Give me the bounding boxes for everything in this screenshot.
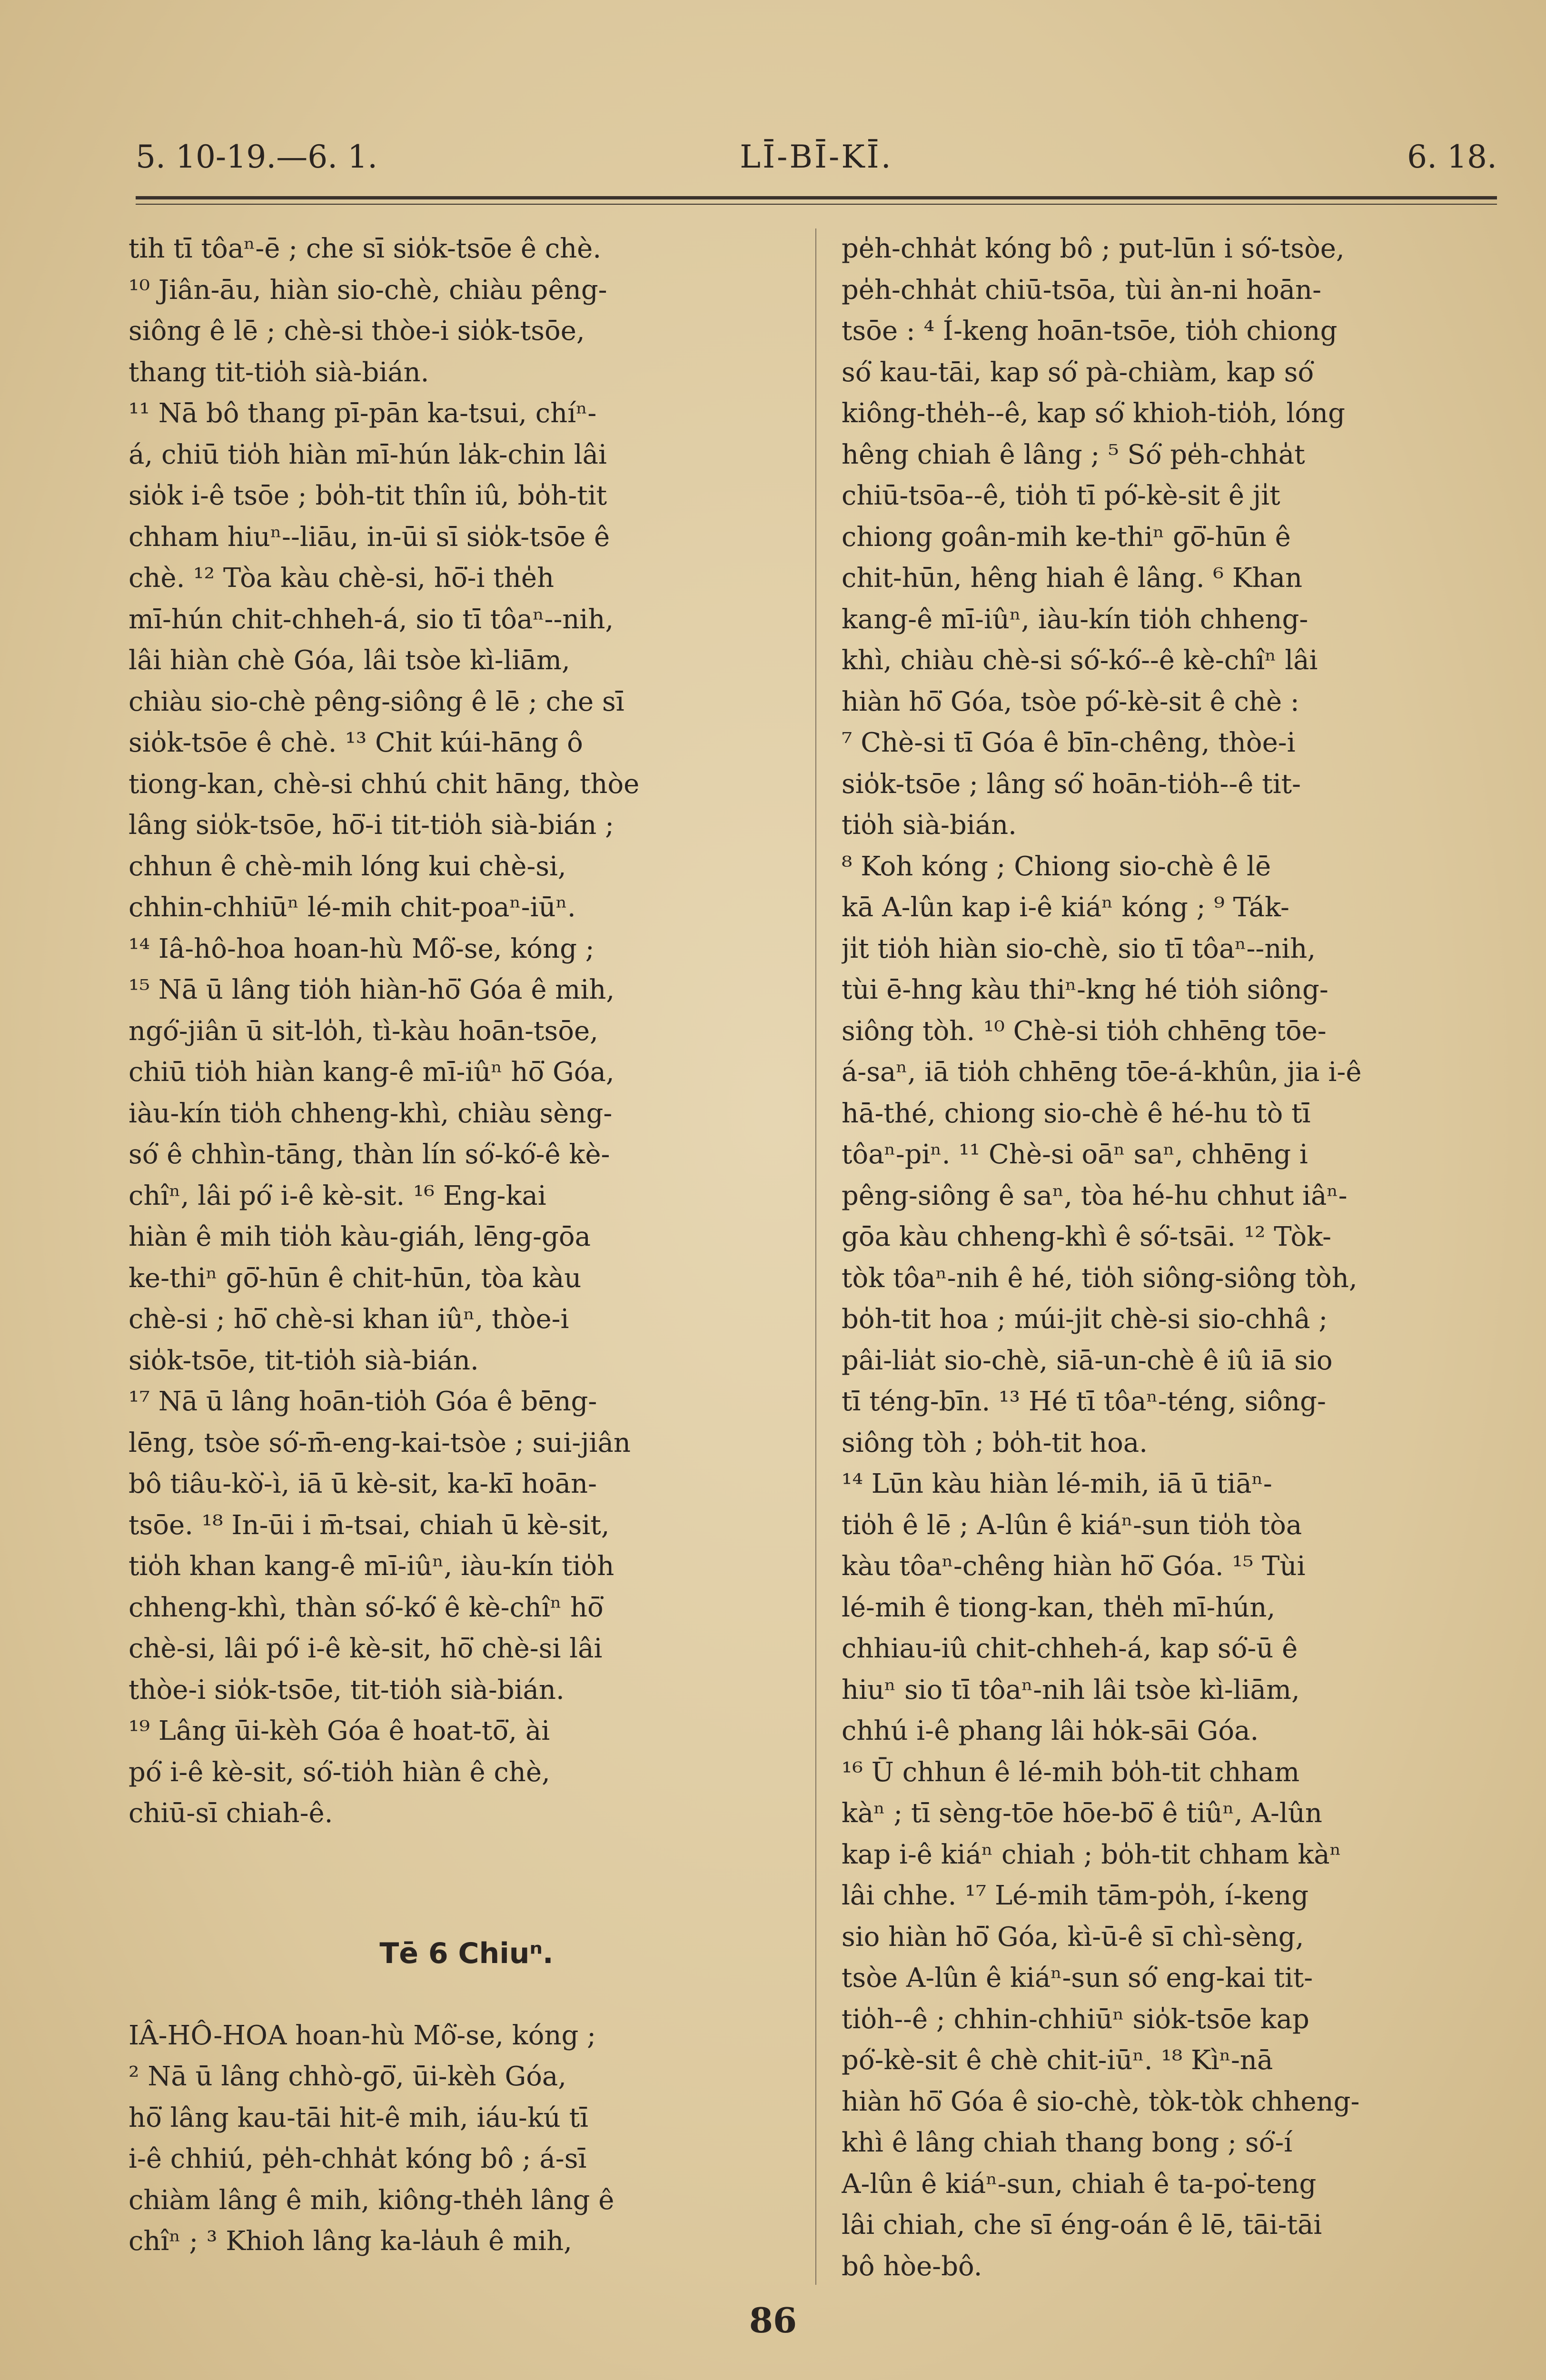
- running-head: [136, 136, 1497, 178]
- left-column: [129, 228, 804, 2285]
- text-line: hiàn ê mih tio̍h kàu-giáh, lēng-gōa: [129, 1221, 591, 1252]
- text-line: kā A-lûn kap i-ê kiáⁿ kóng ; ⁹ Ták-: [842, 892, 1289, 923]
- text-line: kap i-ê kiáⁿ chiah ; bo̍h-tit chham kàⁿ: [842, 1839, 1341, 1870]
- text-line: ngó͘-jiân ū sit-lo̍h, tì-kàu hoān-tsōe,: [129, 1015, 598, 1047]
- text-line: só͘ kau-tāi, kap só͘ pà-chiàm, kap só͘: [842, 357, 1314, 388]
- text-line: gōa kàu chheng-khì ê só͘-tsāi. ¹² Tòk-: [842, 1221, 1332, 1252]
- text-line: só͘ ê chhìn-tāng, thàn lín só͘-kó͘-ê kè-: [129, 1139, 610, 1170]
- text-line: sio hiàn hō͘ Góa, kì-ū-ê sī chì-sèng,: [842, 1921, 1304, 1953]
- text-line: mī-hún chit-chheh-á, sio tī tôaⁿ--nih,: [129, 604, 614, 635]
- text-line: pó͘ i-ê kè-sit, só͘-tio̍h hiàn ê chè,: [129, 1756, 550, 1788]
- text-line: ² Nā ū lâng chhò-gō͘, ūi-kèh Góa,: [129, 2061, 567, 2092]
- text-line: bô hòe-bô.: [842, 2251, 982, 2282]
- text-line: chiàu sio-chè pêng-siông ê lē ; che sī: [129, 686, 624, 717]
- text-line: á-saⁿ, iā tio̍h chhēng tōe-á-khûn, jia i-ê: [842, 1057, 1362, 1088]
- text-line: chiū-sī chiah-ê.: [129, 1798, 333, 1829]
- text-line: bô tiâu-kò͘-ì, iā ū kè-sit, ka-kī hoān-: [129, 1468, 597, 1499]
- text-line: hō͘ lâng kau-tāi hit-ê mih, iáu-kú tī: [129, 2102, 589, 2133]
- text-line: chhun ê chè-mih lóng kui chè-si,: [129, 851, 566, 882]
- text-line: sio̍k i-ê tsōe ; bo̍h-tit thîn iû, bo̍h-tit: [129, 480, 607, 511]
- text-line: siông tòh. ¹⁰ Chè-si tio̍h chhēng tōe-: [842, 1015, 1327, 1047]
- text-line: pâi-lia̍t sio-chè, siā-un-chè ê iû iā sio: [842, 1345, 1333, 1376]
- header-verse-range-right: 6. 18.: [1407, 139, 1497, 175]
- page-number: 86: [749, 2300, 797, 2340]
- text-line: ke-thiⁿ gō͘-hūn ê chit-hūn, tòa kàu: [129, 1262, 582, 1294]
- text-line: iàu-kín tio̍h chheng-khì, chiàu sèng-: [129, 1098, 613, 1129]
- text-line: pe̍h-chha̍t chiū-tsōa, tùi àn-ni hoān-: [842, 274, 1322, 306]
- text-line: tio̍h ê lē ; A-lûn ê kiáⁿ-sun tio̍h tòa: [842, 1509, 1302, 1541]
- text-line: chè-si, lâi pó͘ i-ê kè-sit, hō͘ chè-si lâi: [129, 1633, 603, 1664]
- text-line: khì, chiàu chè-si só͘-kó͘--ê kè-chîⁿ lâi: [842, 645, 1318, 676]
- text-line: chîⁿ ; ³ Khioh lâng ka-la̍uh ê mih,: [129, 2226, 572, 2257]
- text-line: chhiau-iû chit-chheh-á, kap só͘-ū ê: [842, 1633, 1298, 1664]
- text-line: hiàn hō͘ Góa, tsòe pó͘-kè-sit ê chè :: [842, 686, 1299, 717]
- right-column: [842, 228, 1517, 2285]
- text-line: chiū tio̍h hiàn kang-ê mī-iûⁿ hō͘ Góa,: [129, 1057, 614, 1088]
- text-line: tio̍h khan kang-ê mī-iûⁿ, iàu-kín tio̍h: [129, 1551, 614, 1582]
- text-line: hiuⁿ sio tī tôaⁿ-nih lâi tsòe kì-liām,: [842, 1674, 1300, 1706]
- text-line: tiong-kan, chè-si chhú chit hāng, thòe: [129, 768, 640, 800]
- text-line: chîⁿ, lâi pó͘ i-ê kè-sit. ¹⁶ Eng-kai: [129, 1180, 546, 1211]
- text-line: chhú i-ê phang lâi ho̍k-sāi Góa.: [842, 1716, 1259, 1746]
- text-line: lé-mih ê tiong-kan, the̍h mī-hún,: [842, 1592, 1276, 1623]
- text-line: sio̍k-tsōe ; lâng só͘ hoān-tio̍h--ê tit-: [842, 768, 1301, 800]
- text-line: IÂ-HÔ-HOA hoan-hù Mô͘-se, kóng ;: [129, 2020, 596, 2051]
- text-line: ⁸ Koh kóng ; Chiong sio-chè ê lē: [842, 851, 1271, 882]
- text-line: lâng sio̍k-tsōe, hō͘-i tit-tio̍h sià-bián ;: [129, 810, 614, 841]
- text-line: chiong goân-mih ke-thiⁿ gō͘-hūn ê: [842, 521, 1291, 553]
- text-line: tsòe A-lûn ê kiáⁿ-sun só͘ eng-kai tit-: [842, 1963, 1313, 1993]
- text-line: lâi chhe. ¹⁷ Lé-mih tām-po̍h, í-keng: [842, 1880, 1309, 1911]
- left-column-text: [129, 228, 804, 1835]
- text-line: chit-hūn, hêng hiah ê lâng. ⁶ Khan: [842, 563, 1303, 594]
- text-line: hiàn hō͘ Góa ê sio-chè, tòk-tòk chheng-: [842, 2086, 1360, 2117]
- text-line: ¹¹ Nā bô thang pī-pān ka-tsui, chíⁿ-: [129, 398, 597, 429]
- header-rule-thin: [136, 204, 1497, 205]
- text-line: tī téng-bīn. ¹³ Hé tī tôaⁿ-téng, siông-: [842, 1386, 1326, 1417]
- text-line: ¹⁰ Jiân-āu, hiàn sio-chè, chiàu pêng-: [129, 274, 607, 306]
- text-line: ¹⁴ Lūn kàu hiàn lé-mih, iā ū tiāⁿ-: [842, 1468, 1272, 1499]
- text-line: khì ê lâng chiah thang bong ; só͘-í: [842, 2127, 1293, 2158]
- text-line: tùi ē-hng kàu thiⁿ-kng hé tio̍h siông-: [842, 974, 1328, 1005]
- text-line: lēng, tsòe só͘-m̄-eng-kai-tsòe ; sui-jiân: [129, 1427, 631, 1458]
- text-line: thòe-i sio̍k-tsōe, tit-tio̍h sià-bián.: [129, 1674, 565, 1706]
- text-line: ji̍t tio̍h hiàn sio-chè, sio tī tôaⁿ--nih,: [842, 933, 1316, 964]
- text-line: ⁷ Chè-si tī Góa ê bīn-chêng, thòe-i: [842, 727, 1296, 758]
- text-line: A-lûn ê kiáⁿ-sun, chiah ê ta-po͘-teng: [842, 2168, 1317, 2200]
- text-line: chè-si ; hō͘ chè-si khan iûⁿ, thòe-i: [129, 1304, 569, 1335]
- text-line: ¹⁷ Nā ū lâng hoān-tio̍h Góa ê bēng-: [129, 1386, 597, 1417]
- text-line: chham hiuⁿ--liāu, in-ūi sī sio̍k-tsōe ê: [129, 521, 610, 553]
- text-line: kàⁿ ; tī sèng-tōe hōe-bō͘ ê tiûⁿ, A-lûn: [842, 1798, 1322, 1829]
- text-line: chheng-khì, thàn só͘-kó͘ ê kè-chîⁿ hō͘: [129, 1592, 604, 1623]
- left-column-chapter-text: [129, 2015, 804, 2262]
- text-line: pe̍h-chha̍t kóng bô ; put-lūn i só͘-tsòe,: [842, 233, 1345, 264]
- text-line: tio̍h sià-bián.: [842, 810, 1017, 841]
- text-line: pó͘-kè-sit ê chè chit-iūⁿ. ¹⁸ Kìⁿ-nā: [842, 2045, 1273, 2076]
- text-line: siông tòh ; bo̍h-tit hoa.: [842, 1427, 1148, 1458]
- text-line: sio̍k-tsōe, tit-tio̍h sià-bián.: [129, 1345, 479, 1376]
- text-line: kiông-the̍h--ê, kap só͘ khioh-tio̍h, lóng: [842, 398, 1345, 429]
- text-line: kàu tôaⁿ-chêng hiàn hō͘ Góa. ¹⁵ Tùi: [842, 1551, 1306, 1582]
- text-line: lâi chiah, che sī éng-oán ê lē, tāi-tāi: [842, 2210, 1322, 2241]
- text-line: thang tit-tio̍h sià-bián.: [129, 357, 429, 388]
- header-book-title: LĪ-BĪ-KĪ.: [740, 139, 893, 175]
- text-line: ¹⁵ Nā ū lâng tio̍h hiàn-hō͘ Góa ê mih,: [129, 974, 615, 1005]
- text-line: chè. ¹² Tòa kàu chè-si, hō͘-i the̍h: [129, 563, 555, 594]
- text-line: sio̍k-tsōe ê chè. ¹³ Chit kúi-hāng ô: [129, 727, 583, 758]
- text-line: tsōe. ¹⁸ In-ūi i m̄-tsai, chiah ū kè-sit,: [129, 1509, 610, 1541]
- text-line: tôaⁿ-piⁿ. ¹¹ Chè-si oāⁿ saⁿ, chhēng i: [842, 1139, 1308, 1170]
- chapter-heading: Tē 6 Chiuⁿ.: [379, 1936, 554, 1970]
- text-line: tio̍h--ê ; chhin-chhiūⁿ sio̍k-tsōe kap: [842, 2003, 1309, 2035]
- text-line: kang-ê mī-iûⁿ, iàu-kín tio̍h chheng-: [842, 604, 1308, 635]
- text-line: pêng-siông ê saⁿ, tòa hé-hu chhut iâⁿ-: [842, 1180, 1348, 1211]
- text-line: siông ê lē ; chè-si thòe-i sio̍k-tsōe,: [129, 316, 585, 347]
- text-line: chiàm lâng ê mih, kiông-the̍h lâng ê: [129, 2184, 614, 2216]
- text-line: á, chiū tio̍h hiàn mī-hún la̍k-chin lâi: [129, 439, 607, 470]
- text-line: tsōe : ⁴ Í-keng hoān-tsōe, tio̍h chiong: [842, 316, 1338, 347]
- text-line: ¹⁴ Iâ-hô-hoa hoan-hù Mô͘-se, kóng ;: [129, 933, 595, 964]
- text-line: i-ê chhiú, pe̍h-chha̍t kóng bô ; á-sī: [129, 2143, 587, 2174]
- header-verse-range-left: 5. 10-19.—6. 1.: [136, 139, 378, 175]
- text-line: tih tī tôaⁿ-ē ; che sī sio̍k-tsōe ê chè.: [129, 233, 602, 264]
- text-line: hêng chiah ê lâng ; ⁵ Só͘ pe̍h-chha̍t: [842, 439, 1305, 470]
- text-line: ¹⁹ Lâng ūi-kèh Góa ê hoat-tō͘, ài: [129, 1716, 550, 1746]
- header-rule-thick: [136, 196, 1497, 199]
- text-line: chiū-tsōa--ê, tio̍h tī pó͘-kè-sit ê ji̍t: [842, 480, 1280, 511]
- text-line: tòk tôaⁿ-nih ê hé, tio̍h siông-siông tòh,: [842, 1262, 1358, 1294]
- column-divider: [815, 228, 816, 2285]
- text-line: lâi hiàn chè Góa, lâi tsòe kì-liām,: [129, 645, 570, 676]
- text-line: chhin-chhiūⁿ lé-mih chit-poaⁿ-iūⁿ.: [129, 892, 576, 923]
- text-line: hā-thé, chiong sio-chè ê hé-hu tò tī: [842, 1098, 1311, 1129]
- text-line: ¹⁶ Ū chhun ê lé-mih bo̍h-tit chham: [842, 1756, 1300, 1788]
- text-line: bo̍h-tit hoa ; múi-ji̍t chè-si sio-chhâ ;: [842, 1304, 1328, 1335]
